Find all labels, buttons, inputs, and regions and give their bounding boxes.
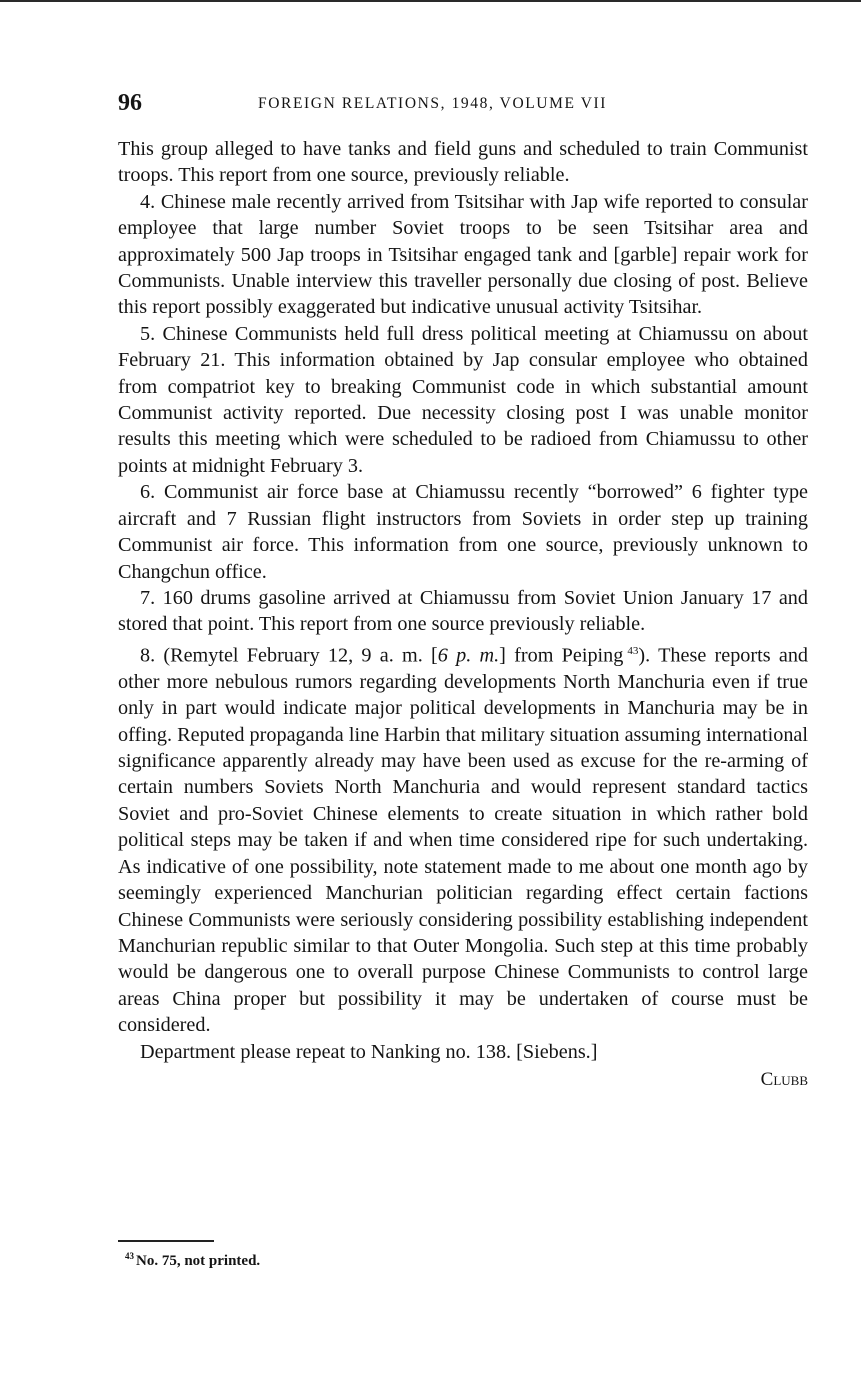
page-number: 96 <box>118 90 142 116</box>
p8-lead: 8. (Remytel February 12, 9 a. m. [ <box>140 644 438 667</box>
paragraph-8 <box>118 638 808 1039</box>
signature: Clubb <box>760 1068 808 1090</box>
footnote-text: No. 75, not printed. <box>136 1253 261 1269</box>
paragraph-6: 6. Communist air force base at Chiamussu recently “borrowed” 6 fighter type aircraft and 7 Russian flight instructors from Soviets in order step up training Communist air force. This information from one source, previously unknown to Changchun office. <box>118 481 808 583</box>
footnote <box>125 1251 260 1270</box>
document-body <box>118 136 808 1093</box>
closing-line: Department please repeat to Nanking no. 138. [Siebens.] <box>140 1040 598 1063</box>
p8-from: ] from Peiping <box>499 644 624 667</box>
paragraph-4: 4. Chinese male recently arrived from Tsitsihar with Jap wife reported to consular employee that large number Soviet troops to be seen Tsitsihar area and approximately 500 Jap troops in Tsitsihar engaged tank and [garble] repair work for Communists. Unable interview this traveller personally due closing of post. Believe this report possibly exaggerated but indicative unusual activity Tsitsihar. <box>118 190 808 319</box>
page-header <box>118 90 808 120</box>
footnote-marker: 43 <box>125 1251 134 1261</box>
paragraph-7: 7. 160 drums gasoline arrived at Chiamussu from Soviet Union January 17 and stored that point. This report from one source previously reliable. <box>118 586 808 636</box>
top-rule <box>0 0 861 2</box>
p8-time: 6 p. m. <box>437 644 500 667</box>
paragraph-continued: This group alleged to have tanks and field guns and scheduled to train Communist troops. This report from one source, previously reliable. <box>118 138 808 187</box>
footnote-rule <box>118 1240 214 1242</box>
paragraph-5: 5. Chinese Communists held full dress political meeting at Chiamussu on about February 21. This information obtained by Jap consular employee who obtained from compatriot key to breaking Communist code in which substantial amount Communist activity reported. Due necessity closing post I was unable monitor results this meeting which were scheduled to be radioed from Chiamussu to other points at midnight February 3. <box>118 322 808 477</box>
running-head: FOREIGN RELATIONS, 1948, VOLUME VII <box>258 95 608 112</box>
p8-rest: ). These reports and other more nebulous rumors regarding developments North Manchuria even if true only in part would indicate major political developments in Manchuria may be in offing. Reputed propaganda line Harbin that military situation assuming international significance apparently already may have been used as excuse for the re-arming of certain numbers Soviets North Manchuria and would represent standard tactics Soviet and pro-Soviet Chinese elements to create situation in which rather bold political steps may be taken if and when time considered ripe for such undertaking. As indicative of one possibility, note statement made to me about one month ago by seemingly experienced Manchurian politician regarding effect certain factions Chinese Communists were seriously considering possibility establishing independent Manchurian republic similar to that Outer Mongolia. Such step at this time probably would be dangerous one to overall purpose Chinese Communists to control large areas China proper but possibility it may be undertaken of course must be considered. <box>118 644 809 1037</box>
footnote-reference: 43 <box>627 644 639 657</box>
